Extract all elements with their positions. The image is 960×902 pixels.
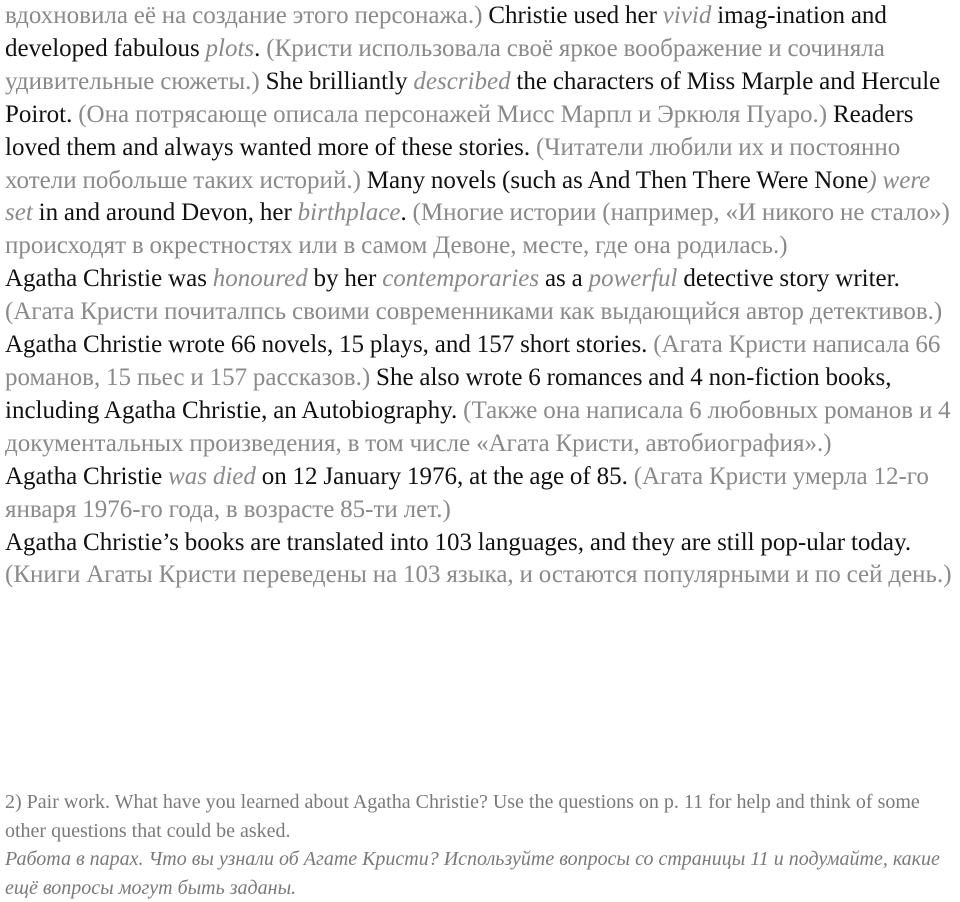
english-text: on 12 January 1976, at the age of 85. (255, 462, 634, 490)
translation-text: (Она потрясающе описала персонажей Мисс Марпл и Эркюля Пуаро.) (78, 100, 833, 128)
paragraph-3 (5, 461, 957, 527)
english-text: Christie used her (488, 2, 663, 29)
task-instruction-russian: Работа в парах. Что вы узнали об Агате Кристи? Используйте вопросы со страницы 11 и подумайте, какие ещё вопросы могут быть заданы. (5, 848, 940, 899)
vocabulary-word: contemporaries (382, 265, 540, 293)
english-text: She brilliantly (265, 67, 414, 95)
english-text: Readers loved them and always wanted more of these stories. (5, 100, 914, 161)
task-instruction-english: 2) Pair work. What have you learned about Agatha Christie? Use the questions on p. 11 for help and think of some other questions that could be asked. (5, 791, 920, 842)
english-text: . (400, 199, 413, 227)
document-page (5, 0, 957, 902)
translation-text: (Агата Кристи почиталпсь своими современниками как выдающийся автор детективов.) (5, 298, 943, 326)
english-text: Agatha Christie wrote 66 novels, 15 plays, and 157 short stories. (5, 331, 654, 359)
translation-text: (Кристи использовала своё яркое воображение и сочиняла удивительные сюжеты.) (5, 34, 885, 95)
english-text: Agatha Christie’s books are translated into 103 languages, and they are still pop-ular today. (5, 528, 912, 556)
english-text: Agatha Christie was (5, 265, 213, 293)
paragraph-1 (5, 0, 957, 263)
english-text: in and around Devon, her (32, 199, 298, 227)
pair-work-task (5, 788, 955, 902)
translation-text: (Многие истории (например, «И никого не стало») происходят в окрестностях или в самом Девоне, месте, где она родилась.) (5, 199, 950, 260)
english-text: as a (539, 265, 589, 293)
translation-text: (Агата Кристи умерла 12-го января 1976-го года, в возрасте 85-ти лет.) (5, 462, 929, 523)
english-text: She also wrote 6 romances and 4 non-fiction books, including Agatha Christie, an Autobiography. (5, 363, 892, 424)
english-text: Many novels (such as And Then There Were None (366, 166, 869, 194)
paragraph-2 (5, 263, 957, 460)
english-text: . (254, 34, 267, 62)
english-text: Agatha Christie (5, 462, 169, 490)
translation-text: (Также она написала 6 любовных романов и 4 документальных произведения, в том числе «Агата Кристи, автобиография».) (5, 396, 951, 457)
english-text: the characters of Miss Marple and Hercule Poirot. (5, 67, 941, 128)
vocabulary-word: birthplace (297, 199, 401, 227)
main-text (5, 0, 957, 592)
vocabulary-word: plots (205, 34, 255, 62)
english-text: imag-ination and developed fabulous (5, 2, 887, 62)
vocabulary-word: vivid (662, 2, 712, 29)
paragraph-4 (5, 527, 957, 593)
vocabulary-word: honoured (212, 265, 308, 293)
translation-text: (Агата Кристи написала 66 романов, 15 пьес и 157 рассказов.) (5, 331, 941, 391)
english-text: by her (307, 265, 383, 293)
vocabulary-word: ) were set (5, 166, 931, 227)
english-text: detective story writer. (677, 265, 900, 293)
vocabulary-word: powerful (588, 265, 678, 293)
vocabulary-word: described (413, 67, 511, 95)
translation-text: (Читатели любили их и постоянно хотели побольше таких историй.) (5, 133, 901, 194)
translation-text: (Книги Агаты Кристи переведены на 103 языка, и остаются популярными и по сей день.) (5, 561, 952, 589)
vocabulary-word: was died (168, 462, 256, 490)
translation-text: вдохновила её на создание этого персонажа.) (5, 2, 489, 29)
